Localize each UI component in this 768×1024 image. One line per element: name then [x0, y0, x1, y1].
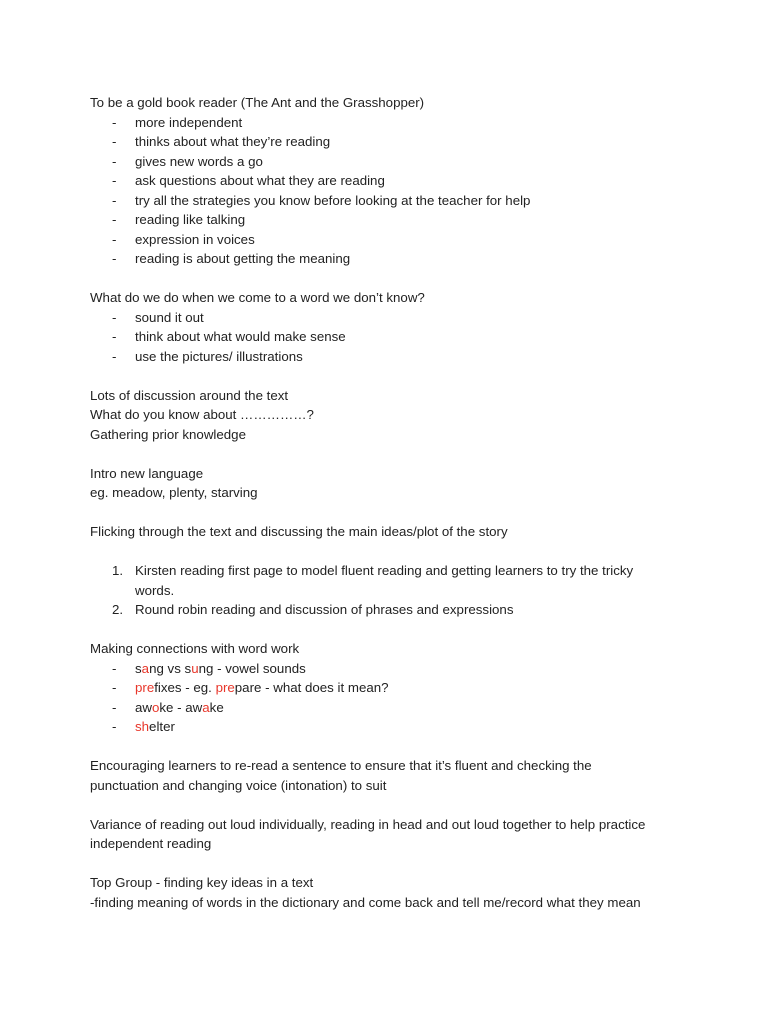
word-segment: ke - aw [159, 699, 203, 715]
word-work-list [90, 659, 690, 737]
list-item [90, 152, 690, 172]
bullet-dash: - [112, 192, 117, 208]
spacer [90, 854, 690, 874]
list-item [90, 249, 690, 269]
bullet-dash: - [112, 680, 117, 695]
spacer [90, 366, 690, 386]
paragraph-line: eg. meadow, plenty, starving [90, 485, 258, 500]
spacer [90, 269, 690, 289]
paragraph-line: punctuation and changing voice (intonation) to suit [90, 777, 387, 793]
paragraph-line: Lots of discussion around the text [90, 387, 289, 403]
list-item-text: sound it out [135, 309, 204, 325]
highlighted-letters: a [202, 699, 210, 715]
bullet-dash: - [112, 309, 117, 325]
numbered-item [90, 561, 690, 600]
word-segment: ke [209, 699, 224, 715]
paragraph-line: Variance of reading out loud individually, reading in head and out loud together to help practice [90, 816, 646, 832]
spacer [90, 620, 690, 640]
document-page [90, 93, 690, 912]
bullet-dash: - [112, 348, 117, 364]
list-item [90, 113, 690, 133]
numbered-list [90, 561, 690, 620]
paragraph-line: What do you know about ……………? [90, 407, 314, 422]
bullet-dash: - [112, 212, 117, 227]
unknown-word-heading: What do we do when we come to a word we don’t know? [90, 290, 425, 305]
list-item [90, 308, 690, 328]
list-item [90, 230, 690, 250]
list-item [90, 659, 690, 679]
highlighted-letters: pre [135, 680, 155, 695]
list-item-text: think about what would make sense [135, 329, 346, 344]
bullet-dash: - [112, 329, 117, 344]
list-item [90, 698, 690, 718]
list-item [90, 191, 690, 211]
spacer [90, 542, 690, 562]
bullet-dash: - [112, 134, 117, 149]
gold-reader-list [90, 113, 690, 269]
paragraph-line: Top Group - finding key ideas in a text [90, 875, 314, 890]
word-segment: pare - what does it mean? [234, 680, 389, 695]
numbered-item-text: Round robin reading and discussion of phrases and expressions [135, 602, 514, 617]
bullet-dash: - [112, 719, 117, 734]
highlighted-letters: sh [135, 719, 150, 734]
list-item [90, 717, 690, 737]
list-item-text: try all the strategies you know before looking at the teacher for help [135, 192, 531, 208]
paragraph-line: Flicking through the text and discussing the main ideas/plot of the story [90, 524, 508, 539]
list-item-text: reading like talking [135, 212, 246, 227]
numbered-item-text: words. [135, 582, 175, 598]
paragraph-line: Gathering prior knowledge [90, 426, 246, 442]
bullet-dash: - [112, 251, 117, 266]
highlighted-letters: o [152, 699, 160, 715]
highlighted-letters: pre [215, 680, 235, 695]
highlighted-letters: a [141, 660, 150, 676]
bullet-dash: - [112, 231, 117, 247]
word-segment: fixes - eg. [154, 680, 216, 695]
spacer [90, 795, 690, 815]
highlighted-letters: u [191, 660, 199, 676]
word-work-heading: Making connections with word work [90, 641, 300, 656]
item-number: 2. [112, 602, 124, 617]
list-item-text: ask questions about what they are reading [135, 173, 385, 188]
bullet-dash: - [112, 173, 117, 188]
word-segment: elter [149, 719, 175, 734]
list-item [90, 327, 690, 347]
paragraph-line: Encouraging learners to re-read a sentence to ensure that it’s fluent and checking the [90, 758, 592, 773]
word-segment: ng vs s [149, 660, 192, 676]
paragraph-line: independent reading [90, 836, 212, 851]
bullet-dash: - [112, 153, 117, 169]
spacer [90, 444, 690, 464]
spacer [90, 737, 690, 757]
numbered-item-text: Kirsten reading first page to model fluent reading and getting learners to try the tricky [135, 563, 634, 578]
gold-reader-heading: To be a gold book reader (The Ant and the Grasshopper) [90, 95, 425, 110]
list-item-text: gives new words a go [135, 153, 263, 169]
word-segment: ng - vowel sounds [198, 660, 306, 676]
item-number: 1. [112, 563, 124, 578]
list-item-text: reading is about getting the meaning [135, 251, 351, 266]
list-item-text: thinks about what they’re reading [135, 134, 331, 149]
bullet-dash: - [112, 114, 117, 130]
list-item-text: more independent [135, 114, 243, 130]
numbered-item [90, 600, 690, 620]
unknown-word-list [90, 308, 690, 367]
word-segment: aw [135, 699, 152, 715]
list-item-text: expression in voices [135, 231, 255, 247]
list-item [90, 171, 690, 191]
list-item [90, 347, 690, 367]
bullet-dash: - [112, 699, 117, 715]
list-item [90, 132, 690, 152]
list-item [90, 210, 690, 230]
word-segment: s [135, 660, 142, 676]
spacer [90, 503, 690, 523]
paragraph-line: -finding meaning of words in the dictionary and come back and tell me/record what they mean [90, 894, 641, 910]
bullet-dash: - [112, 660, 117, 676]
paragraph-line: Intro new language [90, 465, 204, 481]
list-item [90, 678, 690, 698]
list-item-text: use the pictures/ illustrations [135, 348, 303, 364]
